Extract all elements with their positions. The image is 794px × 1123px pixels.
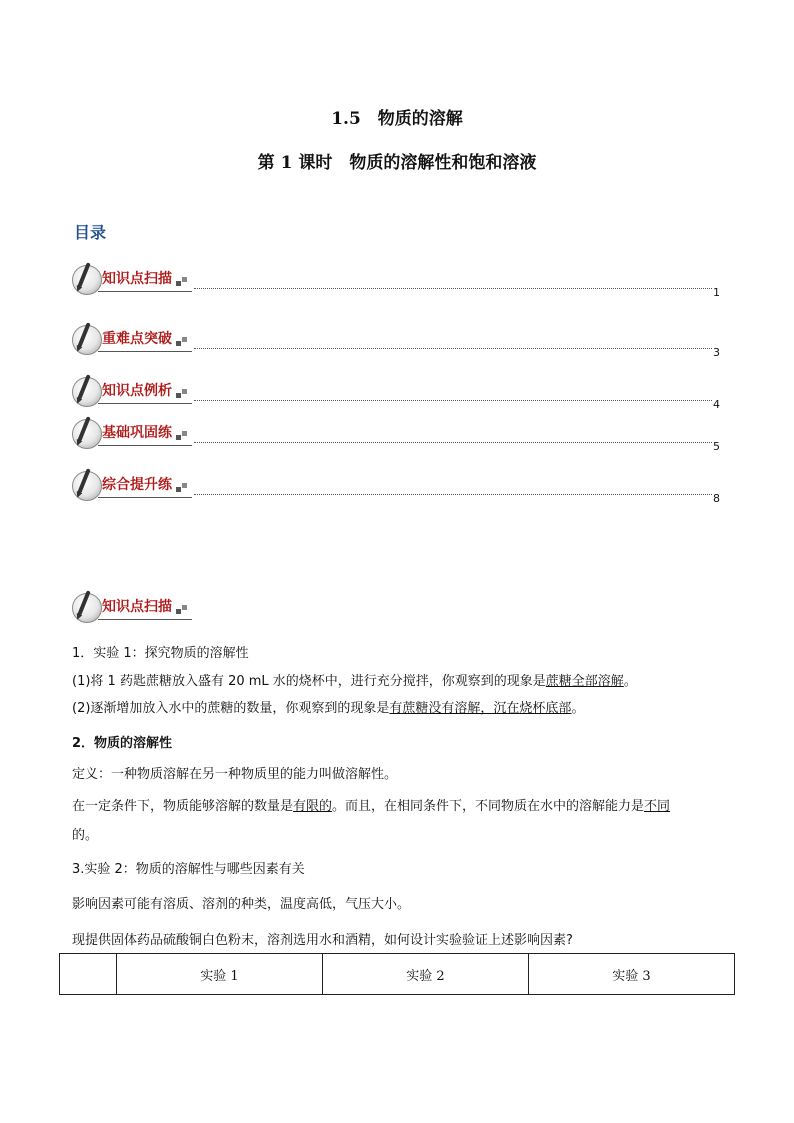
paragraph bbox=[72, 670, 637, 689]
section-badge-label: 知识点扫描 bbox=[102, 599, 172, 615]
paragraph-continuation: 的。 bbox=[72, 828, 99, 843]
leader-dots bbox=[194, 348, 712, 349]
toc-item-label: 知识点扫描 bbox=[102, 271, 172, 287]
toc-item-label: 重难点突破 bbox=[102, 331, 172, 347]
toc-item-basic-practice[interactable] bbox=[70, 418, 720, 452]
toc-page-number: 1 bbox=[713, 286, 720, 299]
section-badge bbox=[70, 470, 198, 502]
table-cell: 实验 1 bbox=[117, 954, 323, 995]
paragraph bbox=[72, 795, 732, 814]
paragraph: 现提供固体药品硫酸铜白色粉末，溶剂选用水和酒精，如何设计实验验证上述影响因素? bbox=[72, 933, 573, 948]
toc-item-label: 知识点例析 bbox=[102, 383, 172, 399]
text: 在一定条件下，物质能够溶解的数量是 bbox=[72, 799, 294, 814]
toc-item-label: 基础巩固练 bbox=[102, 425, 172, 441]
toc-page-number: 5 bbox=[713, 440, 720, 453]
text: 。 bbox=[571, 701, 585, 716]
text: (2)逐渐增加放入水中的蔗糖的数量，你观察到的现象是 bbox=[72, 701, 390, 716]
table-cell bbox=[60, 954, 117, 995]
toc-item-advanced-practice[interactable] bbox=[70, 470, 720, 504]
paragraph: 3.实验 2：物质的溶解性与哪些因素有关 bbox=[72, 862, 305, 877]
section-badge bbox=[70, 418, 198, 450]
paragraph bbox=[72, 697, 584, 716]
toc-page-number: 3 bbox=[713, 346, 720, 359]
toc-heading: 目录 bbox=[74, 223, 107, 242]
answer-underlined: 有限的 bbox=[293, 799, 333, 814]
paragraph: 影响因素可能有溶质、溶剂的种类，温度高低，气压大小。 bbox=[72, 897, 411, 912]
paragraph: 定义：一种物质溶解在另一种物质里的能力叫做溶解性。 bbox=[72, 767, 398, 782]
page-title: 1.5 物质的溶解 bbox=[331, 109, 463, 129]
text: 。 bbox=[623, 674, 637, 689]
table-cell: 实验 3 bbox=[529, 954, 735, 995]
leader-dots bbox=[194, 288, 712, 289]
experiment-table bbox=[59, 953, 735, 995]
answer-underlined: 不同 bbox=[644, 799, 671, 814]
answer-underlined: 蔗糖全部溶解 bbox=[545, 674, 624, 689]
leader-dots bbox=[194, 400, 712, 401]
section-badge bbox=[70, 324, 198, 356]
table-row bbox=[60, 954, 735, 995]
table-cell: 实验 2 bbox=[323, 954, 529, 995]
text: 。而且，在相同条件下，不同物质在水中的溶解能力是 bbox=[332, 799, 645, 814]
toc-item-examples[interactable] bbox=[70, 376, 720, 410]
toc-item-knowledge-scan[interactable] bbox=[70, 264, 720, 298]
toc-item-key-points[interactable] bbox=[70, 324, 720, 358]
leader-dots bbox=[194, 494, 712, 495]
section-header-badge bbox=[70, 592, 200, 626]
section-badge bbox=[70, 376, 198, 408]
toc-page-number: 8 bbox=[713, 492, 720, 505]
page-subtitle: 第 1 课时 物质的溶解性和饱和溶液 bbox=[257, 153, 537, 173]
leader-dots bbox=[194, 442, 712, 443]
toc-page-number: 4 bbox=[713, 398, 720, 411]
section-badge bbox=[70, 264, 198, 296]
answer-underlined: 有蔗糖没有溶解，沉在烧杯底部 bbox=[389, 701, 572, 716]
paragraph: 1．实验 1：探究物质的溶解性 bbox=[72, 646, 249, 661]
toc-item-label: 综合提升练 bbox=[102, 477, 172, 493]
text: (1)将 1 药匙蔗糖放入盛有 20 mL 水的烧杯中，进行充分搅拌，你观察到的现象是 bbox=[72, 674, 546, 689]
section-heading: 2．物质的溶解性 bbox=[72, 736, 173, 751]
